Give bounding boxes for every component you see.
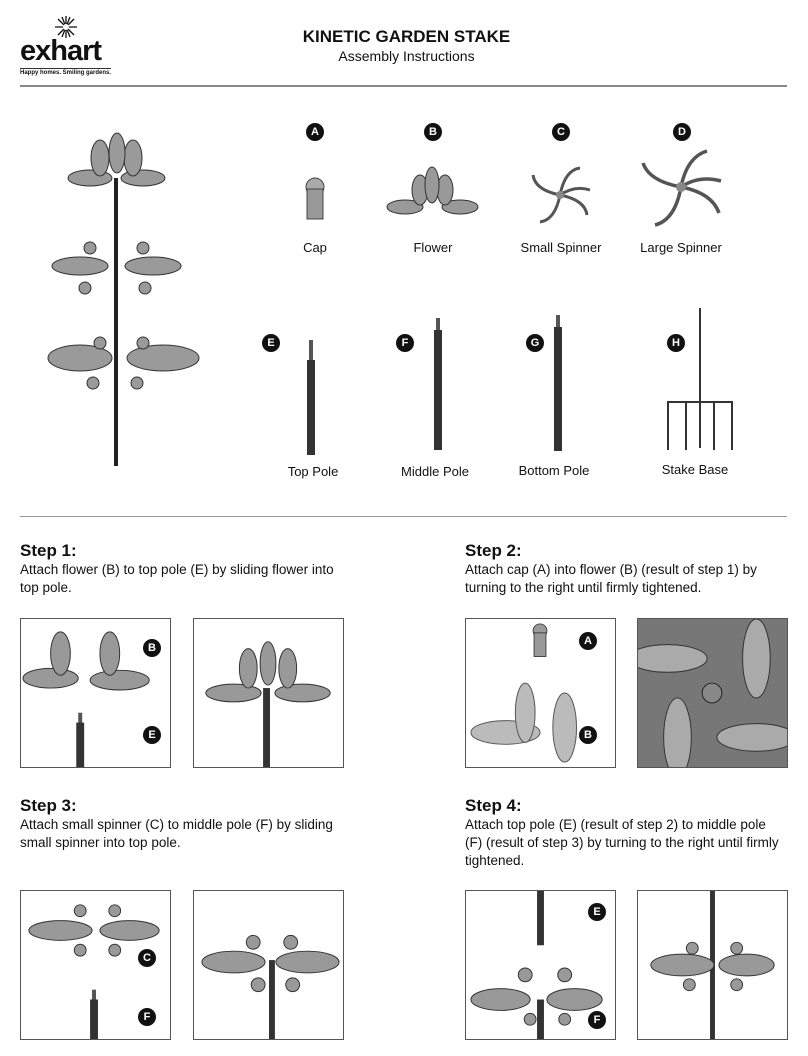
step-badge: A [579,632,597,650]
step-title: Step 2: [465,541,522,560]
step-title: Step 3: [20,796,77,815]
step-badge: B [143,639,161,657]
part-label-flower: Flower [413,240,453,255]
flower-image [385,155,480,225]
step-3-after-image [193,890,344,1040]
part-badge-g: G [526,334,544,352]
part-badge-a: A [306,123,324,141]
part-label-bottom-pole: Bottom Pole [518,463,590,478]
step-text: Attach flower (B) to top pole (E) by sliding flower into top pole. [20,562,334,595]
step-badge: F [588,1011,606,1029]
part-label-cap: Cap [303,240,327,255]
step-4-after-image [637,890,788,1040]
step-2-after-image [637,618,788,768]
part-label-top-pole: Top Pole [287,464,339,479]
part-badge-b: B [424,123,442,141]
step-3-before-image [20,890,171,1040]
step-3 [20,796,350,852]
part-label-middle-pole: Middle Pole [401,464,469,479]
step-badge: B [579,726,597,744]
page-title: KINETIC GARDEN STAKE [302,27,511,46]
step-4-before-image [465,890,616,1040]
step-1-after-image [193,618,344,768]
large-spinner-image [637,145,725,230]
part-badge-d: D [673,123,691,141]
middle-pole-image [432,318,444,450]
step-badge: E [143,726,161,744]
step-badge: C [138,949,156,967]
step-2-before-image [465,618,616,768]
small-spinner-image [525,160,595,230]
top-pole-image [305,340,317,455]
stake-base-image [664,308,736,453]
step-4 [465,796,785,870]
header-divider [20,85,787,87]
step-badge: F [138,1008,156,1026]
step-title: Step 4: [465,796,522,815]
step-text: Attach cap (A) into flower (B) (result of step 1) by turning to the right until firmly tightened. [465,562,757,595]
step-1 [20,541,350,597]
part-label-stake-base: Stake Base [661,462,729,477]
step-title: Step 1: [20,541,77,560]
cap-image [300,175,330,225]
step-text: Attach small spinner (C) to middle pole (F) by sliding small spinner into top pole. [20,817,333,850]
part-label-large-spinner: Large Spinner [640,240,722,255]
page-subtitle: Assembly Instructions [338,48,475,64]
section-divider [20,516,787,517]
bottom-pole-image [552,315,564,451]
step-badge: E [588,903,606,921]
part-badge-e: E [262,334,280,352]
step-2 [465,541,795,597]
brand-tagline: Happy homes. Smiling gardens. [20,70,112,76]
assembled-stake-image [45,118,207,468]
part-label-small-spinner: Small Spinner [520,240,602,255]
part-badge-h: H [667,334,685,352]
part-badge-c: C [552,123,570,141]
step-text: Attach top pole (E) (result of step 2) to middle pole (F) (result of step 3) by turning to the right until firmly tightened. [465,817,779,868]
part-badge-f: F [396,334,414,352]
brand-name: exhart [20,35,102,67]
step-1-before-image [20,618,171,768]
